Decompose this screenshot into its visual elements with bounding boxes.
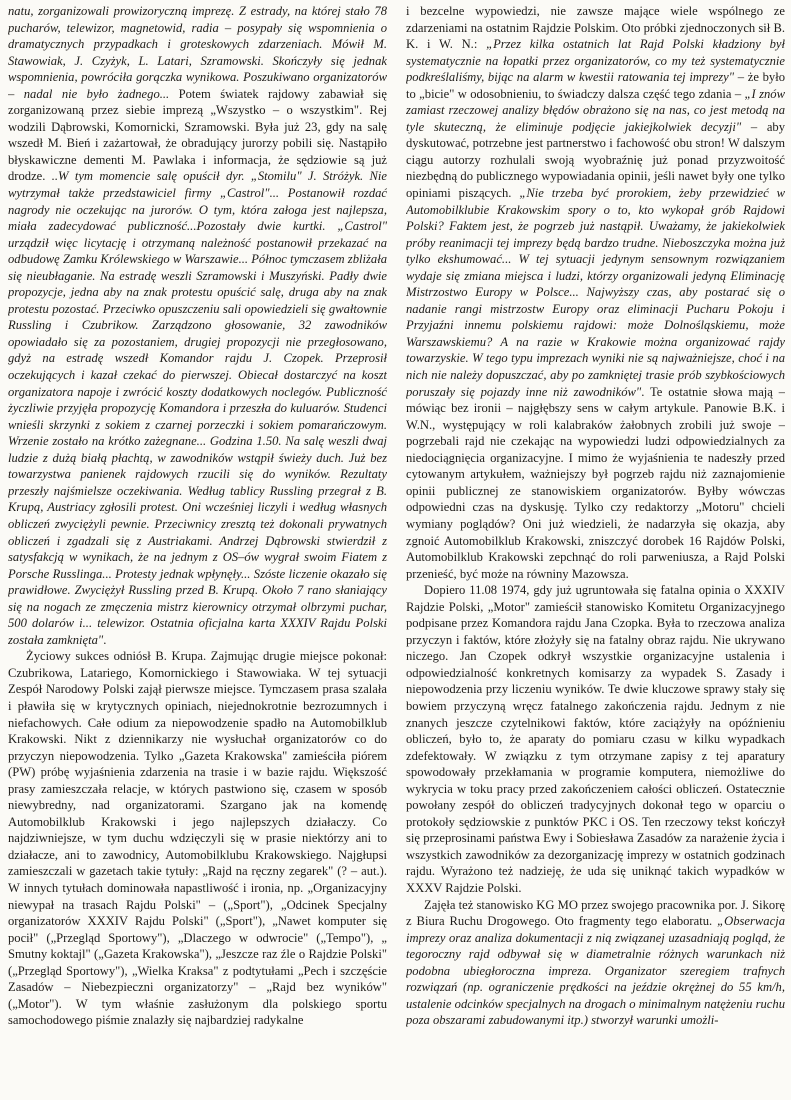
italic-quote-run: „Przez kilka ostatnich lat Rajd Polski kładziony był systematycznie na łopatki przez organizatorów, co my też systematycznie podkreślaliśmy, bijąc na alarm w kwestii ratowania tej imprezy" <box>406 37 785 85</box>
right-column <box>406 3 785 1100</box>
text-run: Potem światek rajdowy zabawiał się zorganizowaną przez siebie imprezą „Wszystko – o wszystkim". Rej wodzili Dąbrowski, Komornicki, Szramowski. Była już 23, gdy na salę wszedł M. Bień i zażartował, że obradujący jurorzy pobili się. Nastąpiło błyskawiczne dementi M. Pawlaka i informacja, że sędziowie są już drodze. <box>8 86 387 184</box>
italic-quote-run: natu, zorganizowali prowizoryczną imprezę. Z estrady, na której stało 78 pucharów, telewizor, magnetowid, radia – posypały się wspomnienia o dramatycznych przypadkach i groteskowych zdarzeniach. Mówił M. Stawowiak, J. Czyżyk, L. Latari, Szramowski. Skończyły się jednak wspomnienia, powróciła gorączka wynikowa. Poszukiwano organizatorów – nadal nie było żadnego... <box>8 4 387 101</box>
italic-quote-run: „I znów zamiast rzeczowej analizy błędów obrażono się na nas, co jest metodą na tyle skuteczną, że eliminuje podjęcie jakiejkolwiek decyzji" <box>406 86 785 134</box>
text-run: – aby dyskutować, potrzebne jest partnerstwo i fachowość obu stron! W dalszym ciągu autorzy rozhulali swoją wyobraźnię już ponad przyzwoitość niezbędną do publicznego wypowiadania opinii, jeśli nawet były one tylko opiniami piszących. <box>406 119 785 201</box>
text-run: . <box>103 632 107 647</box>
paragraph <box>406 582 785 896</box>
paragraph <box>406 3 785 582</box>
italic-quote-run: „Nie trzeba być prorokiem, żeby przewidzieć w Automobilklubie Krakowskim spory o to, kto wykopał grób Rajdowi Polski? Faktem jest, że pogrzeb już nastąpił. Uważamy, że jakiekolwiek próby reanimacji tej imprezy będą bardzo trudne. Nieboszczyka można już tylko ekshumować... W tej sytuacji jedynym sensownym rozwiązaniem wydaje się zmiana miejsca i ludzi, którzy organizowali jedyną Eliminację Mistrzostwo Europy w Polsce... Najwyższy czas, aby postarać się o nadanie rangi mistrzostw Europy oraz eliminacji Pucharu Pokoju i Przyjaźni innemu polskiemu rajdowi: może Dolnośląskiemu, może Warszawskiemu? A na razie w Krakowie można organizować rajdy towarzyskie. W tego typu imprezach wyniki nie są najważniejsze, choć i na nich nie należy dopuszczać, aby po zamkniętej trasie prób szybkościowych poruszały się pojazdy inne niż zawodników" <box>406 186 785 399</box>
text-run: – że było to „bicie" w odosobnieniu, to świadczy dalsza część tego zdania – <box>406 70 785 101</box>
text-run: Dopiero 11.08 1974, gdy już ugruntowała się fatalna opinia o XXXIV Rajdzie Polski, „Motor" zamieścił stanowisko Komitetu Organizacyjnego podpisane przez Komandora rajdu Jana Czopka. Była to rzeczowa analiza przyczyn i faktów, które złożyły się na fatalny obraz rajdu. Nie ukrywano niczego. Jan Czopek odkrył wszystkie organizacyjne ustalenia i odpowiedzialność konkretnych komisarzy za wypadek S. Zasady i niepowodzenia przy liczeniu wyników. Te dwie kluczowe sprawy stały się bowiem przyczyną wręcz fatalnego zakończenia rajdu. Jednym z nie znanych jeszcze czytelnikowi faktów, które zaciążyły na opóźnieniu obliczeń, było to, że aparaty do pomiaru czasu w kilku wypadkach zdefektowały. W związku z tym otrzymane zapisy z tej aparatury spowodowały przekłamania w programie komputera, niemożliwe do wykrycia w toku pracy przed zakończeniem całości obliczeń. Ostatecznie powołany zespół do obliczeń tradycyjnych dokonał tego w oparciu o protokoły sędziowskie z punktów PKC i OS. Ten rzeczowy tekst kończył się przeprosinami państwa Ewy i Sobiesława Zasadów za narażenie życia i wszystkich zawodników za dezorganizację imprezy w ostatnich godzinach rajdu. Wyrażono też nadzieję, że uda się uniknąć takich wypadków w XXXV Rajdzie Polski. <box>406 583 785 895</box>
text-run: Zajęła też stanowisko KG MO przez swojego pracownika por. J. Sikorę z Biura Ruchu Drogowego. Oto fragmenty tego elaboratu. <box>406 897 785 929</box>
left-column <box>8 3 387 1100</box>
paragraph <box>406 897 785 1029</box>
paragraph <box>8 648 387 1029</box>
paragraph <box>8 3 387 648</box>
text-run: . Te ostatnie słowa mają – mówiąc bez ironii – najgłębszy sens w całym artykule. Panowie B.K. i W.N., występujący w roli kalabraków żałobnych zrobili już swoje – pogrzebali rajd nie czekając na wypowiedzi ludzi odpowiedzialnych za niedociągnięcia organizacyjne. I mimo że wyjaśnienia te nadeszły przed cytowanym artykułem, ważniejszy był pogrzeb rajdu niż zaznajomienie opinii publicznej ze stanowiskiem organizatorów. Byłby wówczas odpowiedni czas na dyskusję. Tylko czy redaktorzy „Motoru" chcieli wymiany poglądów? Oni już wiedzieli, że nadarzyła się okazja, aby zgnoić Automobilklub Krakowski, zniszczyć dorobek 16 Rajdów Polski, Automobilklub Krakowski zepchnąć do roli parweniusza, a Rajd Polski przenieść, być może na równiny Mazowsza. <box>406 384 785 581</box>
text-run: i bezcelne wypowiedzi, nie zawsze mające wiele wspólnego ze zdarzeniami na ostatnim Rajdzie Polskim. Oto próbki zjednoczonych sił B. K. i W. N.: <box>406 4 785 52</box>
italic-quote-run: „Obserwacja imprezy oraz analiza dokumentacji z nią związanej uzasadniają pogląd, że tegoroczny rajd odbywał się w diametralnie różnych warunkach niż podobna ubiegłoroczna impreza. Organizator szeregiem trafnych rozwiązań (np. ograniczenie prędkości na jeździe okrężnej do 55 km/h, ustalenie odcinków specjalnych na drogach o minimalnym natężeniu ruchu poza obszarami zabudowanymi itp.) stworzył warunki umożli- <box>406 914 785 1028</box>
text-run: Życiowy sukces odniósł B. Krupa. Zajmując drugie miejsce pokonał: Czubrikowa, Latariego, Komornickiego i Stawowiaka. W tej sytuacji Zespół Narodowy Polski zajął pierwsze miejsce. Tymczasem prasa szalała i pławiła się w krytycznych opiniach, niejednokrotnie bezrozumnych i niefachowych. Całe odium za niepowodzenie spadło na Automobilklub Krakowski. Nikt z dziennikarzy nie wysłuchał organizatorów co do przyczyn niepowodzenia. Tylko „Gazeta Krakowska" zamieściła piórem (PW) próbę wyjaśnienia zdarzenia na trasie i w bazie rajdu. Większość prasy zamieszczała relacje, w których pastwiono się, czasem w sposób niewybredny, nad organizatorami. Szargano jak na komendę Automobilklub Krakowski i jego najlepszych działaczy. Co najdziwniejsze, w tym duchu wdzięczyli się w prasie niektórzy ani to działacze, ani to zawodnicy, Automobilklubu Krakowskiego. Najgłupsi zamieszczali w gazetach takie tytuły: „Rajd na ręczny zegarek" (? – aut.). W innych tytułach dominowała napastliwość i ironia, np. „Organizacyjny niewypał na trasach Rajdu Polski" – („Sport"), „Odcinek Specjalny organizatorów XXXIV Rajdu Polski" („Sport"), „Nawet komputer się pocił" („Przegląd Sportowy"), „Dlaczego w odwrocie" („Tempo"), „ Smutny koktajl" („Gazeta Krakowska"), „Jeszcze raz źle o Rajdzie Polski" („Przegląd Sportowy"), „Wielka Kraksa" z podtytułami „Pech i szczęście Zasadów – Niebezpieczni organizatorzy" – „Rajd bez wyników" („Motor"). W tym właśnie zasłużonym dla polskiego sportu samochodowego piśmie znalazły się najbardziej radykalne <box>8 649 387 1028</box>
italic-quote-run: ..W tym momencie salę opuścił dyr. „Stomilu" J. Stróżyk. Nie wytrzymał także przedstawiciel firmy „Castrol"... Postanowił rozdać nagrody nie oczekując na jurorów. O tym, która załoga jest najlepsza, miała zadecydować publiczność...Pozostały dwie kurtki. „Castrol" urządził więc licytację i otrzymaną należność postanowił przekazać na odbudowę Zamku Królewskiego w Warszawie... Północ tymczasem zbliżała się nieubłaganie. Na estradę weszli Szramowski i Muszyński. Padły dwie propozycje, jedna aby na znak protestu opuścić salę, druga aby na znak protestu pozostać. Przeciwko opuszczeniu sali opowiedzieli się gwałtownie Russling i Czubrikow. Zarządzono głosowanie, 32 zawodników opowiadało się za pozostaniem, drugiej propozycji nie przegłosowano, gdyż na estradę wszedł Komandor rajdu J. Czopek. Przeprosił oczekujących i kazał czekać do pierwszej. Obiecał dostarczyć na koszt organizatora napoje i zwrócić koszty dodatkowych noclegów. Publiczność życzliwie przyjęła propozycję Komandora i przeszła do kuluarów. Studenci wnieśli skrzynki z sokiem z czarnej porzeczki i sokiem pomarańczowym. Wrzenie zostało na krótko zażegnane... Godzina 1.50. Na salę weszli dwaj ludzie z dużą białą płachtą, w zawodników wstąpił świeży duch. Już bez towarzystwa panienek rajdowych rzucili się do wyników. Rezultaty przeszły najśmielsze oczekiwania. Według tablicy Russling przegrał z B. Krupą, Austriacy zgłosili protest. Oni wcześniej liczyli i według własnych obliczeń zwyciężyli pewnie. Przeciwnicy zresztą też dokonali prywatnych obliczeń i zgadzali się z Austriakami. Andrzej Dąbrowski stwierdził z satysfakcją w wynikach, że na jednym z OS–ów wygrał swoim Fiatem z Porsche Russlinga... Protesty jednak wpłynęły... Szóste liczenie okazało się prawidłowe. Zwyciężył Russling przed B. Krupą. Około 7 rano słaniający się na nogach ze zmęczenia mistrz kierownicy otrzymał olbrzymi puchar, 500 dolarów i... telewizor. Ostatnia oficjalna karta XXXIV Rajdu Polski została zamknięta" <box>8 169 387 647</box>
